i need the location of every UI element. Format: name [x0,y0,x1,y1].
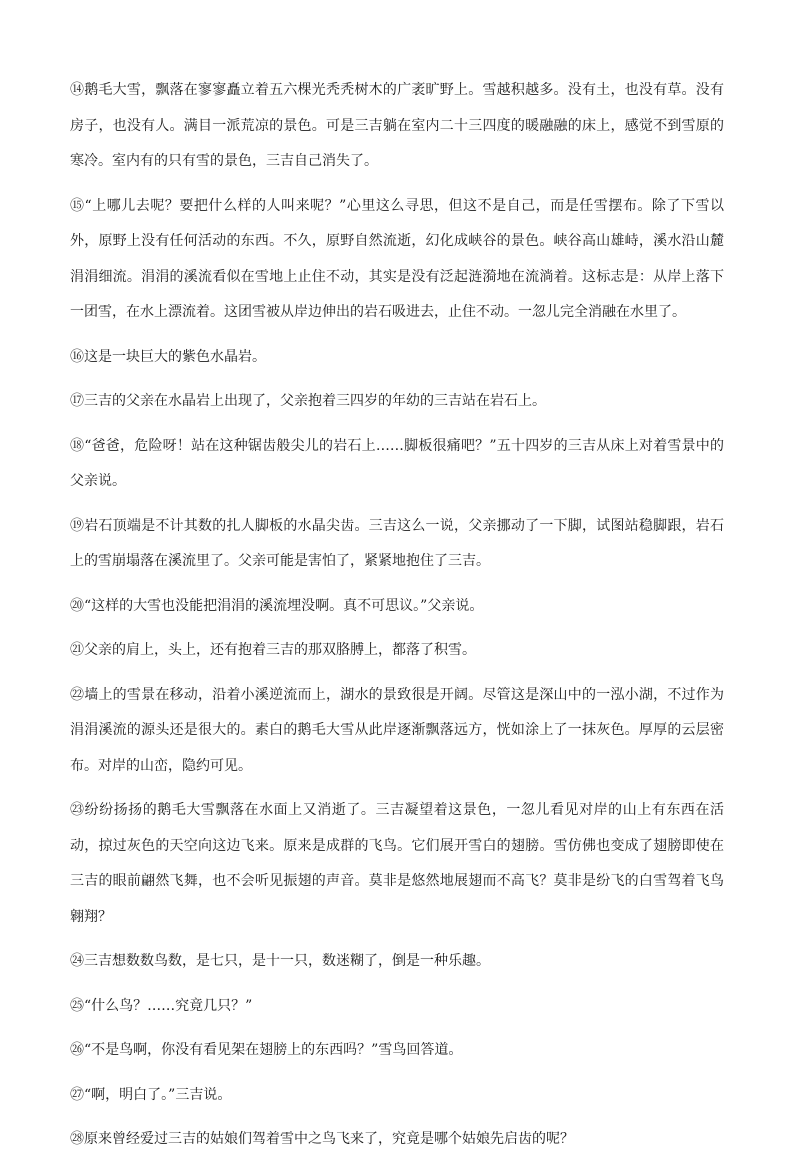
document-body [70,73,724,1158]
paragraph-24: ㉔三吉想数数鸟数，是七只，是十一只，数迷糊了，倒是一种乐趣。 [70,953,490,969]
paragraph-28: ㉘原来曾经爱过三吉的姑娘们驾着雪中之鸟飞来了，究竟是哪个姑娘先启齿的呢？ [70,1131,574,1147]
paragraph-26: ㉖“不是鸟啊，你没有看见架在翅膀上的东西吗？”雪鸟回答道。 [70,1042,463,1058]
paragraph-23: ㉓纷纷扬扬的鹅毛大雪飘落在水面上又消逝了。三吉凝望着这景色，一忽儿看见对岸的山上有东西在活动，掠过灰色的天空向这边飞来。原来是成群的飞鸟。它们展开雪白的翅膀。雪仿佛也变成了翅膀即使在三吉的眼前翩然飞舞，也不会听见振翅的声音。莫非是悠然地展翅而不高飞？莫非是纷飞的白雪驾着飞鸟翱翔？ [70,802,724,925]
paragraph-15: ⑮“上哪儿去呢？要把什么样的人叫来呢？”心里这么寻思，但这不是自己，而是任雪摆布。除了下雪以外，原野上没有任何活动的东西。不久，原野自然流逝，幻化成峡谷的景色。峡谷高山雄峙，溪水沿山麓涓涓细流。涓涓的溪流看似在雪地上止住不动，其实是没有泛起涟漪地在流淌着。这标志是：从岸上落下一团雪，在水上漂流着。这团雪被从岸边伸出的岩石吸进去，止住不动。一忽儿完全消融在水里了。 [70,197,724,320]
paragraph-16: ⑯这是一块巨大的紫色水晶岩。 [70,348,266,365]
paragraph-18: ⑱“爸爸，危险呀！站在这种锯齿般尖儿的岩石上……脚板很痛吧？”五十四岁的三吉从床上对着雪景中的父亲说。 [70,437,724,489]
paragraph-14: ⑭鹅毛大雪，飘落在寥寥矗立着五六棵光秃秃树木的广袤旷野上。雪越积越多。没有土，也没有草。没有房子，也没有人。满目一派荒凉的景色。可是三吉躺在室内二十三四度的暖融融的床上，感觉不到雪原的寒冷。室内有的只有雪的景色，三吉自己消失了。 [70,82,724,169]
paragraph-22: ㉒墙上的雪景在移动，沿着小溪逆流而上，湖水的景致很是开阔。尽管这是深山中的一泓小湖，不过作为涓涓溪流的源头还是很大的。素白的鹅毛大雪从此岸逐渐飘落远方，恍如涂上了一抹灰色。厚厚的云层密布。对岸的山峦，隐约可见。 [70,686,724,774]
paragraph-19: ⑲岩石顶端是不计其数的扎人脚板的水晶尖齿。三吉这么一说，父亲挪动了一下脚，试图站稳脚跟，岩石上的雪崩塌落在溪流里了。父亲可能是害怕了，紧紧地抱住了三吉。 [70,517,724,569]
paragraph-17: ⑰三吉的父亲在水晶岩上出现了，父亲抱着三四岁的年幼的三吉站在岩石上。 [70,393,546,409]
paragraph-21: ㉑父亲的肩上，头上，还有抱着三吉的那双胳膊上，都落了积雪。 [70,642,476,658]
paragraph-27: ㉗“啊，明白了。”三吉说。 [70,1086,232,1103]
paragraph-25: ㉕“什么鸟？……究竟几只？” [70,997,253,1014]
paragraph-20: ⑳“这样的大雪也没能把涓涓的溪流埋没啊。真不可思议。”父亲说。 [70,597,484,614]
